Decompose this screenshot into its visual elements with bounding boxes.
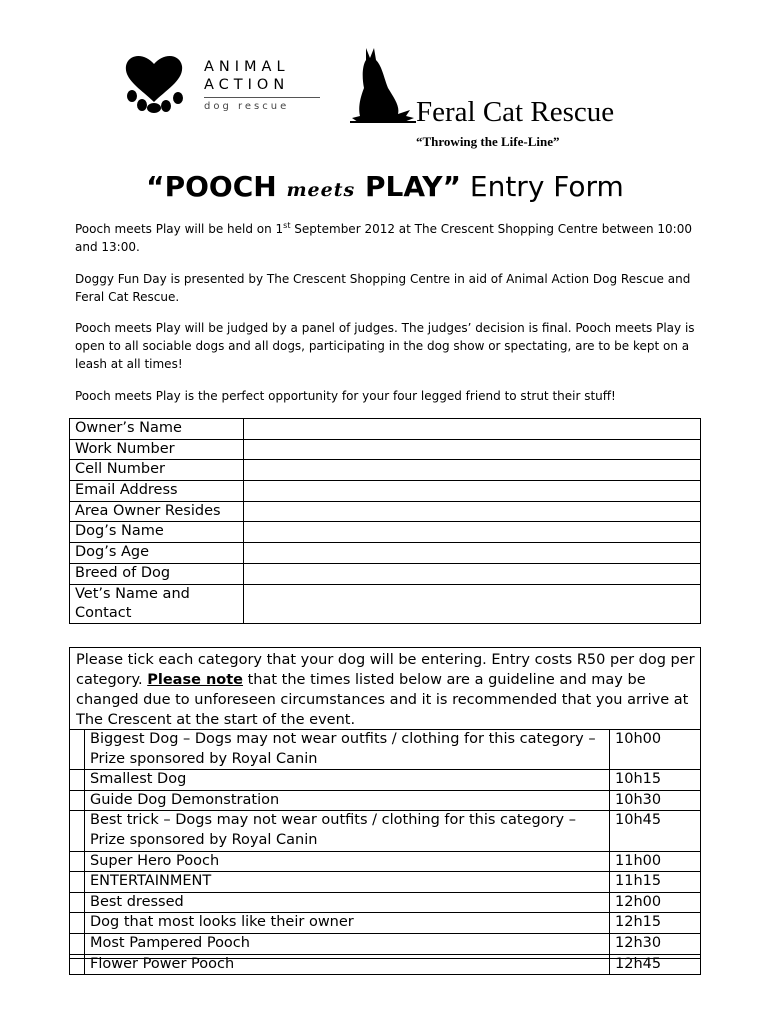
owner-details-table (69, 418, 701, 624)
breed-label: Breed of Dog (70, 563, 244, 584)
category-checkbox[interactable] (70, 872, 85, 893)
category-instructions (76, 650, 698, 730)
table-row (70, 770, 701, 791)
category-checkbox[interactable] (70, 933, 85, 954)
title-entry-form: Entry Form (460, 170, 624, 203)
category-checkbox[interactable] (70, 770, 85, 791)
category-name: ENTERTAINMENT (85, 872, 610, 893)
owner-name-field[interactable] (244, 419, 701, 440)
table-row (70, 584, 701, 623)
p1-text-a: Pooch meets Play will be held on 1 (75, 222, 284, 236)
table-row (70, 790, 701, 811)
please-note-text: Please note (147, 672, 244, 688)
logo-text-dog-rescue: dog rescue (204, 101, 290, 112)
category-name: Super Hero Pooch (85, 851, 610, 872)
page-title (0, 170, 770, 203)
category-name: Smallest Dog (85, 770, 610, 791)
logo-text-animal: ANIMAL (204, 59, 290, 75)
table-row (70, 913, 701, 934)
title-pooch: “POOCH (146, 170, 287, 203)
table-row (70, 543, 701, 564)
category-name: Flower Power Pooch (85, 954, 610, 975)
category-name: Biggest Dog – Dogs may not wear outfits / clothing for this category – Prize sponsored by Royal Canin (85, 730, 610, 770)
logo-text-action: ACTION (204, 77, 290, 93)
table-row (70, 872, 701, 893)
table-row (70, 460, 701, 481)
table-row (70, 439, 701, 460)
category-checkbox[interactable] (70, 811, 85, 851)
vet-label: Vet’s Name and Contact (70, 584, 244, 623)
category-time: 12h00 (610, 892, 701, 913)
category-checkbox[interactable] (70, 892, 85, 913)
area-field[interactable] (244, 501, 701, 522)
feral-cat-rescue-title: Feral Cat Rescue (416, 96, 615, 128)
category-time: 12h30 (610, 933, 701, 954)
instructions-text-a: Please tick each category that your dog will be entering. Entry costs R50 per dog per category. (76, 652, 695, 688)
category-checkbox[interactable] (70, 954, 85, 975)
owner-name-label: Owner’s Name (70, 419, 244, 440)
dog-age-field[interactable] (244, 543, 701, 564)
table-row (70, 811, 701, 851)
category-name: Most Pampered Pooch (85, 933, 610, 954)
category-time: 11h15 (610, 872, 701, 893)
table-row (70, 851, 701, 872)
feral-cat-rescue-tagline: “Throwing the Life-Line” (416, 134, 560, 149)
cell-number-label: Cell Number (70, 460, 244, 481)
category-time: 10h30 (610, 790, 701, 811)
animal-action-logo (122, 50, 312, 114)
cell-number-field[interactable] (244, 460, 701, 481)
intro-paragraph-date (75, 220, 700, 256)
intro-paragraph-presented: Doggy Fun Day is presented by The Crescent Shopping Centre in aid of Animal Action Dog Rescue and Feral Cat Rescue. (75, 272, 691, 304)
dog-name-field[interactable] (244, 522, 701, 543)
p1-text-b: September 2012 at The Crescent Shopping Centre between 10:00 and 13:00. (75, 222, 692, 254)
table-row (70, 419, 701, 440)
category-checkbox[interactable] (70, 730, 85, 770)
category-name: Best trick – Dogs may not wear outfits / clothing for this category – Prize sponsored by Royal Canin (85, 811, 610, 851)
table-row (70, 892, 701, 913)
category-checkbox[interactable] (70, 851, 85, 872)
category-section (69, 647, 701, 972)
p1-superscript: st (283, 221, 291, 230)
category-time: 10h00 (610, 730, 701, 770)
category-time: 11h00 (610, 851, 701, 872)
dog-age-label: Dog’s Age (70, 543, 244, 564)
category-name: Dog that most looks like their owner (85, 913, 610, 934)
title-meets: meets (286, 179, 356, 201)
intro-paragraph-judging: Pooch meets Play will be judged by a panel of judges. The judges’ decision is final. Pooch meets Play is open to all sociable dogs and all dogs, participating in the dog show or spectating, are to be kept on a leash at all times! (75, 321, 695, 371)
intro-paragraph-opportunity: Pooch meets Play is the perfect opportunity for your four legged friend to strut their stuff! (75, 389, 616, 403)
logo-divider (204, 97, 320, 98)
table-row (70, 563, 701, 584)
email-address-label: Email Address (70, 481, 244, 502)
category-checkbox[interactable] (70, 913, 85, 934)
dog-name-label: Dog’s Name (70, 522, 244, 543)
area-label: Area Owner Resides (70, 501, 244, 522)
table-row (70, 954, 701, 975)
table-row (70, 501, 701, 522)
instructions-text-b: that the times listed below are a guideline and may be changed due to unforeseen circumstances and it is recommended that you arrive at The Crescent at the start of the event. (76, 672, 689, 728)
category-name: Guide Dog Demonstration (85, 790, 610, 811)
category-time: 10h15 (610, 770, 701, 791)
table-row (70, 522, 701, 543)
category-time: 12h45 (610, 954, 701, 975)
work-number-label: Work Number (70, 439, 244, 460)
table-row (70, 730, 701, 770)
breed-field[interactable] (244, 563, 701, 584)
category-table (69, 729, 701, 975)
work-number-field[interactable] (244, 439, 701, 460)
cat-silhouette-icon (348, 44, 418, 126)
category-time: 10h45 (610, 811, 701, 851)
table-row (70, 933, 701, 954)
table-row (70, 481, 701, 502)
vet-field[interactable] (244, 584, 701, 623)
paw-heart-icon (122, 50, 198, 114)
email-address-field[interactable] (244, 481, 701, 502)
title-play: PLAY” (355, 170, 461, 203)
category-name: Best dressed (85, 892, 610, 913)
category-checkbox[interactable] (70, 790, 85, 811)
category-time: 12h15 (610, 913, 701, 934)
feral-cat-rescue-logo (348, 44, 668, 154)
